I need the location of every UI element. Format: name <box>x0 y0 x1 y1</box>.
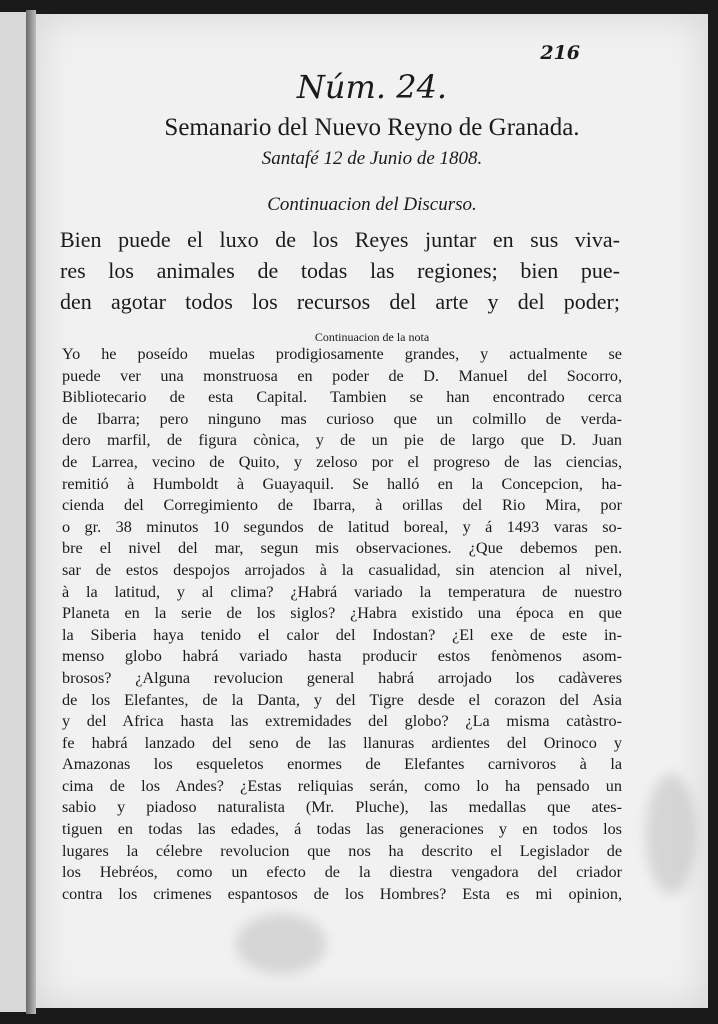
text-line: sabio y piadoso naturalista (Mr. Pluche), las medallas que ates- <box>62 798 622 817</box>
text-line: fe habrá lanzado del seno de las llanuras ardientes del Orinoco y <box>62 733 622 752</box>
publication-title: Semanario del Nuevo Reyno de Granada. <box>164 114 580 141</box>
text-line: tiguen en todas las edades, á todas las generaciones y en todos los <box>62 820 622 839</box>
continuation-heading: Continuacion del Discurso. <box>267 194 477 215</box>
text-line: Bien puede el luxo de los Reyes juntar en sus viva- <box>60 227 620 252</box>
text-line: den agotar todos los recursos del arte y del poder; <box>60 289 620 314</box>
text-line: los Hebréos, como un efecto de la diestra vengadora del criador <box>62 863 622 882</box>
text-line: de los Elefantes, de la Danta, y del Tigre desde el corazon del Asia <box>62 690 622 709</box>
text-line: la Siberia haya tenido el calor del Indostan? ¿El exe de este in- <box>62 625 622 644</box>
page-number: 216 <box>540 42 580 64</box>
text-line: brosos? ¿Alguna revolucion general habrá arrojado los cadàveres <box>62 668 622 687</box>
text-line: bre el nivel del mar, segun mis observaciones. ¿Que debemos pen. <box>62 539 622 558</box>
text-line: dero marfil, de figura cònica, y de un pie de largo que D. Juan <box>62 431 622 450</box>
text-line: cima de los Andes? ¿Estas reliquias serán, como lo ha pensado un <box>62 776 622 795</box>
note-heading: Continuacion de la nota <box>314 330 430 344</box>
text-line: o gr. 38 minutos 10 segundos de latitud boreal, y á 1493 varas so- <box>62 517 622 536</box>
text-line: puede ver una monstruosa en poder de D. Manuel del Socorro, <box>62 366 622 385</box>
text-line: contra los crimenes espantosos de los Hombres? Esta es mi opinion, <box>62 884 622 903</box>
text-line: lugares la célebre revolucion que nos ha descrito el Legislador de <box>62 841 622 860</box>
text-line: Amazonas los esqueletos enormes de Elefantes carnivoros à la <box>62 755 622 774</box>
dateline: Santafé 12 de Junio de 1808. <box>261 148 483 169</box>
note-text <box>62 344 622 905</box>
adjacent-page-edge <box>0 12 28 1012</box>
text-line: menso globo habrá variado hasta producir estos fenòmenos asom- <box>62 647 622 666</box>
text-line: à la latitud, y al clima? ¿Habrá variado la temperatura de nuestro <box>62 582 622 601</box>
text-line: cienda del Corregimiento de Ibarra, à orillas del Rio Mira, por <box>62 496 622 515</box>
page-stain <box>646 774 696 894</box>
text-line: Yo he poseído muelas prodigiosamente grandes, y actualmente se <box>62 345 622 363</box>
discourse-text <box>60 224 620 317</box>
text-line: de Larrea, vecino de Quito, y zeloso por el progreso de las ciencias, <box>62 452 622 471</box>
text-line: remitió à Humboldt à Guayaquil. Se halló en la Concepcion, ha- <box>62 474 622 493</box>
text-line: y del Africa hasta las extremidades del globo? ¿La misma catàstro- <box>62 712 622 731</box>
text-line: sar de estos despojos arrojados à la casualidad, sin atencion al nivel, <box>62 560 622 579</box>
book-spine <box>26 10 36 1014</box>
issue-number: Núm. 24. <box>296 68 448 106</box>
text-line: res los animales de todas las regiones; bien pue- <box>60 258 620 283</box>
page-stain <box>236 914 326 974</box>
document-page <box>36 14 708 1008</box>
text-line: Bibliotecario de esta Capital. Tambien se han encontrado cerca <box>62 388 622 407</box>
text-line: Planeta en la serie de los siglos? ¿Habra existido una época en que <box>62 604 622 623</box>
text-line: de Ibarra; pero ninguno mas curioso que un colmillo de verda- <box>62 409 622 428</box>
